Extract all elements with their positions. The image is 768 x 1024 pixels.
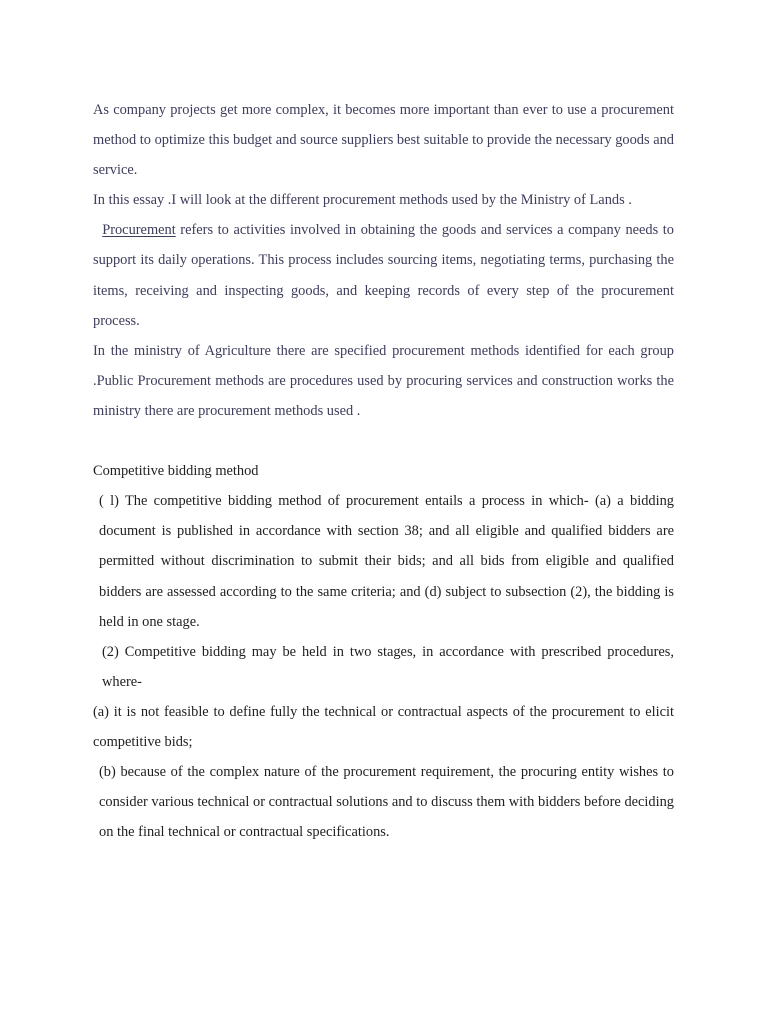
- intro-paragraph-4: In the ministry of Agriculture there are specified procurement methods identified for each group .Public Procurement methods are procedures used by procuring services and construction works the ministry there are procurement methods used .: [93, 342, 674, 419]
- section-paragraph-1: ( l) The competitive bidding method of procurement entails a process in which- (a) a bidding document is published in accordance with section 38; and all eligible and qualified bidders are permitted without discrimination to submit their bids; and all bids from eligible and qualified bidders are assessed according to the same criteria; and (d) subject to subsection (2), the bidding is held in one stage.: [99, 493, 674, 630]
- intro-paragraph-2: In this essay .I will look at the different procurement methods used by the Ministry of Lands .: [93, 192, 632, 209]
- section-paragraph-2: (2) Competitive bidding may be held in two stages, in accordance with prescribed procedures, where-: [102, 643, 674, 690]
- procurement-definition-paragraph: [93, 215, 674, 335]
- section-paragraph-4: (b) because of the complex nature of the procurement requirement, the procuring entity wishes to consider various technical or contractual solutions and to discuss them with bidders before deciding on the final technical or contractual specifications.: [99, 764, 674, 841]
- spacer: [93, 426, 674, 456]
- intro-block: [93, 95, 674, 426]
- procurement-definition-text: refers to activities involved in obtaining the goods and services a company needs to support its daily operations. This process includes sourcing items, negotiating terms, purchasing the items, receiving and inspecting goods, and keeping records of every step of the procurement process.: [93, 222, 674, 329]
- document-page: [93, 95, 674, 847]
- section-heading: Competitive bidding method: [93, 463, 259, 480]
- procurement-term: Procurement: [102, 222, 176, 239]
- intro-paragraph-1: As company projects get more complex, it becomes more important than ever to use a procurement method to optimize this budget and source suppliers best suitable to provide the necessary goods and service.: [93, 102, 674, 179]
- section-paragraph-3: (a) it is not feasible to define fully the technical or contractual aspects of the procurement to elicit competitive bids;: [93, 703, 674, 750]
